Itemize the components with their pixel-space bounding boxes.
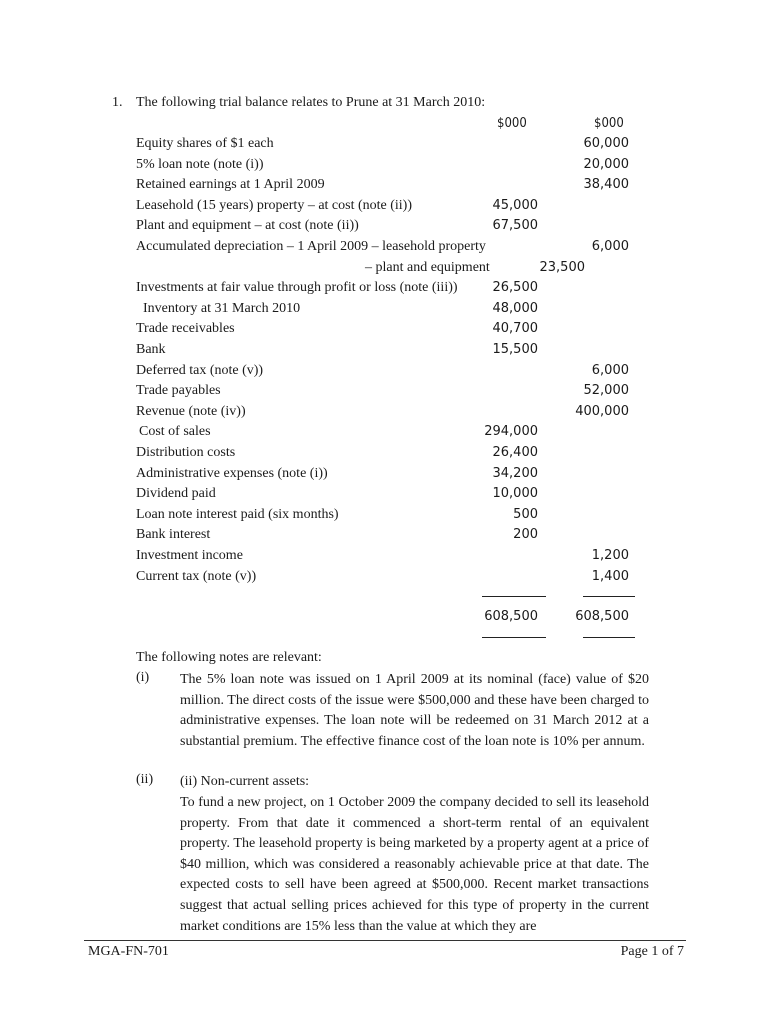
credit-amount: 38,400 — [583, 177, 629, 193]
trial-balance-row — [0, 383, 768, 403]
credit-amount: 1,400 — [591, 568, 629, 584]
account-label: Cost of sales — [139, 424, 211, 440]
trial-balance-row — [0, 198, 768, 218]
account-label: Current tax (note (v)) — [136, 568, 257, 584]
account-label: Plant and equipment – at cost (note (ii)) — [136, 218, 359, 234]
trial-balance-row — [0, 548, 768, 568]
account-label: Loan note interest paid (six months) — [136, 506, 339, 522]
note-text: The 5% loan note was issued on 1 April 2009 at its nominal (face) value of $20 million. The direct costs of the issue were $500,000 and these have been charged to administrative expenses. The loan note will be redeemed on 31 March 2012 at a substantial premium. The effective finance cost of the loan note is 10% per annum. — [180, 672, 649, 749]
trial-balance-row — [0, 363, 768, 383]
account-label: Distribution costs — [136, 445, 236, 460]
debit-amount: 26,400 — [492, 445, 538, 460]
trial-balance-row — [0, 280, 768, 300]
debit-amount: 34,200 — [492, 465, 538, 481]
trial-balance-row — [0, 321, 768, 341]
debit-amount: 294,000 — [484, 424, 538, 440]
trial-balance-row — [0, 177, 768, 197]
account-label: 5% loan note (note (i)) — [136, 156, 264, 172]
account-label: Dividend paid — [136, 486, 216, 502]
trial-balance-row — [0, 157, 768, 177]
debit-amount: 40,700 — [492, 321, 538, 337]
debit-amount: 500 — [513, 506, 538, 522]
account-label: Inventory at 31 March 2010 — [143, 300, 301, 316]
account-label: Equity shares of $1 each — [136, 136, 274, 151]
account-label: Investments at fair value through profit or loss (note (iii)) — [136, 280, 458, 296]
debit-amount: 200 — [513, 527, 538, 543]
credit-amount: 6,000 — [591, 239, 629, 254]
note-marker: (ii) — [136, 772, 154, 787]
credit-total: 608,500 — [575, 609, 629, 624]
trial-balance-row — [0, 218, 768, 238]
note-subheading: (ii) Non-current assets: — [180, 774, 310, 789]
credit-amount: 52,000 — [583, 383, 629, 399]
debit-amount: 15,500 — [492, 342, 538, 357]
account-label: Accumulated depreciation – 1 April 2009 – leasehold property — [136, 239, 486, 254]
credit-total-rule-bottom — [583, 637, 635, 638]
debit-amount: 48,000 — [492, 300, 538, 316]
credit-column-header: $000 — [594, 116, 624, 131]
trial-balance-row — [0, 466, 768, 486]
account-label: Trade payables — [136, 383, 221, 399]
account-label: – plant and equipment — [365, 259, 490, 275]
note-text: To fund a new project, on 1 October 2009 the company decided to sell its leasehold property. From that date it commenced a short-term rental of an equivalent property. The leasehold property is being marketed by a property agent at a price of $40 million, which was considered a reasonably achievable price at that date. The expected costs to sell have been agreed at $500,000. Recent market transactions suggest that actual selling prices achieved for this type of property in the current market conditions are 15% less than the value at which they are — [180, 795, 649, 934]
account-label: Bank — [136, 342, 166, 357]
debit-total: 608,500 — [484, 609, 538, 624]
trial-balance-row — [0, 404, 768, 424]
question-intro: The following trial balance relates to Prune at 31 March 2010: — [136, 95, 486, 110]
credit-amount: 60,000 — [583, 136, 629, 151]
account-label: Administrative expenses (note (i)) — [136, 465, 328, 481]
note-marker: (i) — [136, 670, 150, 685]
trial-balance-row — [0, 260, 768, 280]
credit-amount: 20,000 — [583, 156, 629, 172]
trial-balance-row — [0, 486, 768, 506]
trial-balance-row — [0, 342, 768, 362]
account-label: Retained earnings at 1 April 2009 — [136, 177, 325, 193]
account-label: Bank interest — [136, 527, 211, 543]
trial-balance-row — [0, 445, 768, 465]
account-label: Leasehold (15 years) property – at cost (note (ii)) — [136, 197, 413, 213]
account-label: Investment income — [136, 548, 243, 563]
account-label: Revenue (note (iv)) — [136, 403, 246, 419]
debit-column-header: $000 — [497, 116, 527, 131]
debit-total-rule-top — [482, 596, 546, 597]
trial-balance-row — [0, 507, 768, 527]
trial-balance-row — [0, 569, 768, 589]
trial-balance-row — [0, 527, 768, 547]
credit-amount: 400,000 — [575, 403, 629, 419]
notes-heading: The following notes are relevant: — [136, 650, 322, 665]
debit-amount: 10,000 — [492, 486, 538, 502]
debit-total-rule-bottom — [482, 637, 546, 638]
debit-amount: 26,500 — [492, 280, 538, 296]
footer-course-code: MGA-FN-701 — [88, 944, 169, 959]
debit-amount: 67,500 — [492, 218, 538, 234]
credit-amount: 6,000 — [591, 362, 629, 378]
footer-divider — [84, 940, 686, 941]
trial-balance-row — [0, 424, 768, 444]
footer-page-number: Page 1 of 7 — [620, 944, 684, 959]
trial-balance-row — [0, 136, 768, 156]
debit-amount: 45,000 — [492, 197, 538, 213]
account-label: Deferred tax (note (v)) — [136, 362, 264, 378]
credit-total-rule-top — [583, 596, 635, 597]
trial-balance-row — [0, 239, 768, 259]
credit-amount: 23,500 — [539, 259, 585, 275]
question-number: 1. — [112, 95, 123, 110]
trial-balance-row — [0, 301, 768, 321]
credit-amount: 1,200 — [591, 548, 629, 563]
account-label: Trade receivables — [136, 321, 235, 337]
